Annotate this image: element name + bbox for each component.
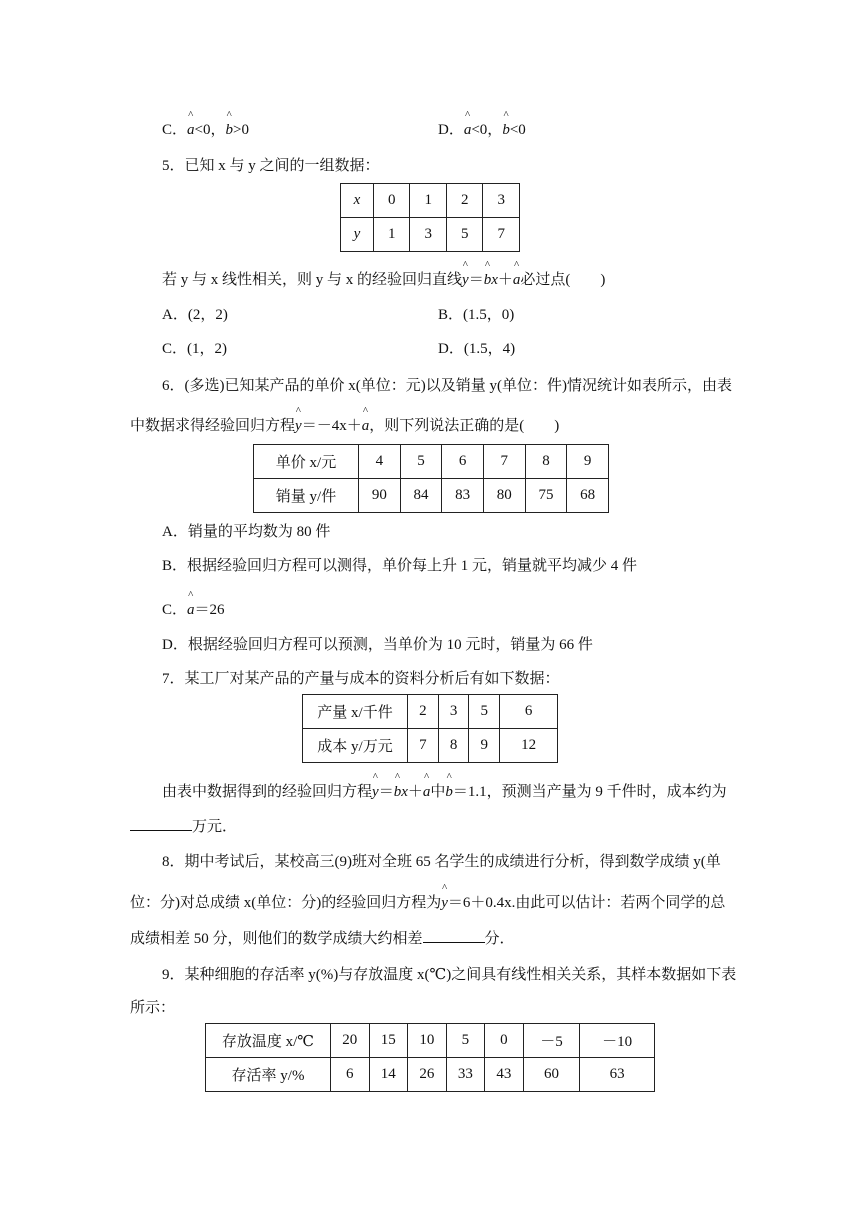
table-cell: 80 (483, 479, 525, 513)
table-cell: 60 (523, 1058, 580, 1092)
table-cell: 26 (408, 1058, 447, 1092)
table-cell: 90 (359, 479, 401, 513)
q9-line1: 9．某种细胞的存活率 y(%)与存放温度 x(℃)之间具有线性相关关系，其样本数据如下表 (162, 967, 737, 983)
table-cell: 0 (485, 1024, 524, 1058)
table-cell: 1 (410, 184, 447, 218)
table-cell: 5 (469, 695, 500, 729)
table-cell: 0 (373, 184, 410, 218)
q7-answer-blank (130, 816, 192, 831)
table-row (254, 445, 609, 479)
table-cell: 8 (525, 445, 567, 479)
table-header-cell: 产量 x/千件 (303, 695, 408, 729)
table-cell: 63 (580, 1058, 655, 1092)
q5-option-a: A．(2，2) (162, 307, 228, 323)
table-row (254, 479, 609, 513)
table-cell: 1 (373, 218, 410, 252)
table-cell: 68 (567, 479, 609, 513)
table-cell: 2 (408, 695, 439, 729)
q8-line2: 位：分)对总成绩 x(单位：分)的经验回归方程为^ y＝6＋0.4x.由此可以估计：若两个同学的总 (130, 893, 725, 913)
table-cell: 8 (438, 729, 469, 763)
table-cell: 6 (442, 445, 484, 479)
table-cell: 7 (483, 445, 525, 479)
table-cell: －5 (523, 1024, 580, 1058)
q5-option-d: D．(1.5，4) (438, 341, 516, 357)
table-cell: 14 (369, 1058, 408, 1092)
table-cell: 4 (359, 445, 401, 479)
table-cell: 5 (446, 218, 483, 252)
q5-question: 若 y 与 x 线性相关，则 y 与 x 的经验回归直线^ y＝^ bx＋^ a必过点( ) (162, 270, 605, 290)
table-cell: 9 (469, 729, 500, 763)
table-row (341, 184, 520, 218)
table-header-cell: 存活率 y/% (206, 1058, 331, 1092)
table-cell: 6 (500, 695, 558, 729)
table-cell: 2 (446, 184, 483, 218)
table-cell: 43 (485, 1058, 524, 1092)
table-cell: 5 (446, 1024, 485, 1058)
q6-option-c: C．^ a＝26 (162, 600, 225, 620)
table-cell: 9 (567, 445, 609, 479)
table-cell: －10 (580, 1024, 655, 1058)
table-row (341, 218, 520, 252)
table-header-cell: 单价 x/元 (254, 445, 359, 479)
q8-answer-blank (423, 928, 485, 943)
table-cell: 20 (331, 1024, 370, 1058)
q5-option-c: C．(1，2) (162, 341, 228, 357)
q4-option-c: C．^ a<0，^ b>0 (162, 120, 249, 140)
table-cell: 10 (408, 1024, 447, 1058)
q7-line2: 万元． (130, 816, 237, 837)
table-row (206, 1024, 655, 1058)
table-cell: 3 (410, 218, 447, 252)
q4-option-d: D．^ a<0，^ b<0 (438, 120, 526, 140)
q6-option-a: A．销量的平均数为 80 件 (162, 524, 331, 540)
table-cell: 6 (331, 1058, 370, 1092)
table-row (303, 729, 558, 763)
q6-data-table (253, 444, 609, 513)
table-header-cell: 销量 y/件 (254, 479, 359, 513)
q8-line3: 成绩相差 50 分，则他们的数学成绩大约相差 分． (130, 928, 515, 949)
table-cell: 3 (438, 695, 469, 729)
table-cell: 75 (525, 479, 567, 513)
table-cell: 33 (446, 1058, 485, 1092)
q7-line1: 由表中数据得到的经验回归方程^ y＝^ bx＋^ a中^ b＝1.1，预测当产量为 9 千件时，成本约为 (162, 782, 727, 802)
table-cell: 12 (500, 729, 558, 763)
table-cell: 7 (408, 729, 439, 763)
q8-line1: 8．期中考试后，某校高三(9)班对全班 65 名学生的成绩进行分析，得到数学成绩 y(单 (162, 854, 721, 870)
table-row (303, 695, 558, 729)
q5-stem: 5．已知 x 与 y 之间的一组数据： (162, 158, 380, 174)
table-header-cell: 成本 y/万元 (303, 729, 408, 763)
q6-stem-line2: 中数据求得经验回归方程^ y＝－4x＋^ a，则下列说法正确的是( ) (130, 416, 559, 436)
q6-stem-line1: 6．(多选)已知某产品的单价 x(单位：元)以及销量 y(单位：件)情况统计如表所示，由表 (162, 378, 732, 394)
q7-data-table (302, 694, 558, 763)
table-header-cell: y (341, 218, 374, 252)
q9-line2: 所示： (130, 1000, 176, 1016)
table-cell: 84 (400, 479, 442, 513)
q6-option-d: D．根据经验回归方程可以预测，当单价为 10 元时，销量为 66 件 (162, 637, 593, 653)
table-cell: 15 (369, 1024, 408, 1058)
table-cell: 83 (442, 479, 484, 513)
table-cell: 3 (483, 184, 520, 218)
q9-data-table (205, 1023, 655, 1092)
q5-data-table (340, 183, 520, 252)
table-header-cell: 存放温度 x/℃ (206, 1024, 331, 1058)
q7-stem: 7．某工厂对某产品的产量与成本的资料分析后有如下数据： (162, 671, 560, 687)
table-row (206, 1058, 655, 1092)
table-cell: 5 (400, 445, 442, 479)
table-cell: 7 (483, 218, 520, 252)
table-header-cell: x (341, 184, 374, 218)
q6-option-b: B．根据经验回归方程可以测得，单价每上升 1 元，销量就平均减少 4 件 (162, 558, 638, 574)
q5-option-b: B．(1.5，0) (438, 307, 515, 323)
